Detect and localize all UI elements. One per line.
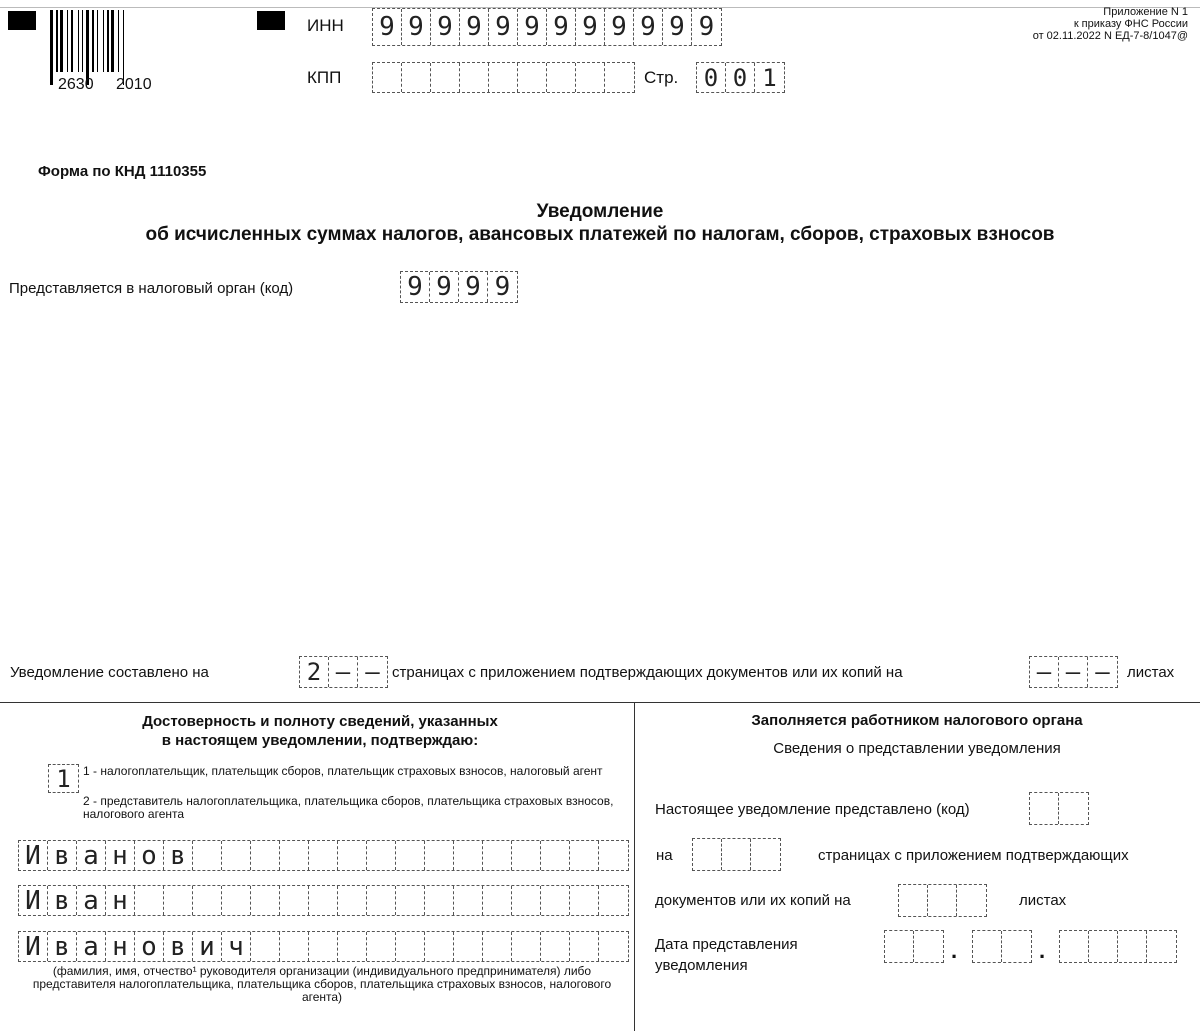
comb-cell xyxy=(599,841,628,870)
office-sheets-label: листах xyxy=(1019,892,1067,909)
appendix-line-2: к приказу ФНС России xyxy=(1073,18,1188,30)
comb-cell xyxy=(454,886,483,915)
comb-cell xyxy=(309,841,338,870)
appendix-note xyxy=(1033,6,1188,42)
comb-cell: – xyxy=(329,657,358,687)
comb-cell xyxy=(751,839,780,870)
comb-cell xyxy=(489,63,518,92)
comb-cell: – xyxy=(1030,657,1059,687)
submitted-code-label: Настоящее уведомление представлено (код) xyxy=(655,801,970,818)
comb-cell xyxy=(222,841,251,870)
barcode-bar xyxy=(60,10,63,72)
comb-cell: И xyxy=(19,841,48,870)
inn-label: ИНН xyxy=(307,16,344,35)
appendix-line-1: Приложение N 1 xyxy=(1103,6,1188,18)
office-subheading: Сведения о представлении уведомления xyxy=(773,740,1061,757)
comb-cell: в xyxy=(48,841,77,870)
barcode-bar xyxy=(111,10,114,72)
comb-cell xyxy=(483,886,512,915)
sheets-label: листах xyxy=(1127,664,1175,681)
submitted-code-field[interactable] xyxy=(1029,792,1089,825)
comb-cell xyxy=(973,931,1002,962)
confirm-heading xyxy=(0,712,640,750)
comb-cell xyxy=(541,886,570,915)
surname-field[interactable] xyxy=(18,840,629,871)
barcode-bar xyxy=(82,10,83,72)
comb-cell xyxy=(193,886,222,915)
page-number-field[interactable] xyxy=(696,62,785,93)
comb-cell xyxy=(251,886,280,915)
comb-cell: 2 xyxy=(300,657,329,687)
comb-cell: 9 xyxy=(634,9,663,45)
comb-cell: 9 xyxy=(605,9,634,45)
comb-cell: – xyxy=(1095,658,1110,686)
comb-cell: 9 xyxy=(459,272,488,302)
comb-cell xyxy=(957,885,986,916)
date-day-field[interactable] xyxy=(884,930,944,963)
comb-cell xyxy=(1059,793,1088,824)
comb-cell xyxy=(928,885,957,916)
comb-cell xyxy=(454,841,483,870)
date-label-line-1: Дата представления xyxy=(655,936,798,953)
comb-cell: 9 xyxy=(494,272,511,302)
tax-office-code-field[interactable] xyxy=(400,271,518,303)
barcode-number-left: 2630 xyxy=(58,76,94,93)
comb-cell: в xyxy=(48,886,77,915)
comb-cell xyxy=(512,841,541,870)
comb-cell xyxy=(251,841,280,870)
comb-cell: 9 xyxy=(460,9,489,45)
date-year-field[interactable] xyxy=(1059,930,1177,963)
comb-cell xyxy=(483,932,512,961)
confirm-heading-line-2: в настоящем уведомлении, подтверждаю: xyxy=(161,732,479,749)
comb-cell xyxy=(483,841,512,870)
comb-cell: 9 xyxy=(518,9,547,45)
comb-cell xyxy=(460,63,489,92)
comb-cell: н xyxy=(106,932,135,961)
comb-cell xyxy=(367,932,396,961)
barcode-bar xyxy=(56,10,58,72)
date-dot-2: . xyxy=(1039,938,1046,963)
comb-cell xyxy=(396,886,425,915)
comb-cell xyxy=(570,841,599,870)
comb-cell xyxy=(367,886,396,915)
barcode-bars xyxy=(50,10,162,72)
corner-mark-left xyxy=(8,11,36,30)
kpp-label: КПП xyxy=(307,68,342,87)
comb-cell: 9 xyxy=(430,272,459,302)
comb-cell: 1 xyxy=(56,764,71,793)
barcode-bar xyxy=(118,10,119,72)
comb-cell xyxy=(899,885,928,916)
comb-cell xyxy=(193,841,222,870)
comb-cell: н xyxy=(106,886,135,915)
comb-cell: о xyxy=(135,841,164,870)
comb-cell: – xyxy=(1059,657,1088,687)
comb-cell: 9 xyxy=(431,9,460,45)
comb-cell xyxy=(425,932,454,961)
office-sheets-field[interactable] xyxy=(898,884,987,917)
comb-cell xyxy=(280,841,309,870)
comb-cell: 9 xyxy=(576,9,605,45)
comb-cell: 1 xyxy=(762,63,777,92)
comb-cell: 9 xyxy=(698,12,715,42)
form-knd: Форма по КНД 1110355 xyxy=(38,163,207,180)
comb-cell xyxy=(693,839,722,870)
comb-cell xyxy=(599,886,628,915)
signer-option-2: 2 - представитель налогоплательщика, плательщика сборов, плательщика страховых взносов, налогового агента xyxy=(83,794,614,821)
signer-code-field[interactable] xyxy=(48,764,79,793)
comb-cell xyxy=(541,932,570,961)
comb-cell xyxy=(309,932,338,961)
comb-cell: 0 xyxy=(697,63,726,92)
comb-cell xyxy=(396,932,425,961)
comb-cell xyxy=(396,841,425,870)
comb-cell xyxy=(425,886,454,915)
comb-cell: а xyxy=(77,841,106,870)
comb-cell: 9 xyxy=(663,9,692,45)
comb-cell: и xyxy=(193,932,222,961)
confirm-heading-line-1: Достоверность и полноту сведений, указанных xyxy=(142,713,498,730)
comb-cell xyxy=(512,932,541,961)
comb-cell xyxy=(251,932,280,961)
barcode-bar xyxy=(123,10,124,85)
barcode-number-right: 2010 xyxy=(116,76,152,93)
comb-cell xyxy=(1089,931,1118,962)
office-heading: Заполняется работником налогового органа xyxy=(751,712,1083,729)
section-divider xyxy=(0,702,1200,703)
signer-footnote: (фамилия, имя, отчество¹ руководителя организации (индивидуального предпринимателя) либо представителя налогоплательщика, плательщика сборов, плательщика страховых взносов, налогового агента) xyxy=(32,964,612,1004)
comb-cell: 9 xyxy=(547,9,576,45)
comb-cell xyxy=(280,886,309,915)
barcode-bar xyxy=(86,10,89,85)
date-dot-1: . xyxy=(951,938,958,963)
comb-cell xyxy=(309,886,338,915)
comb-cell xyxy=(599,932,628,961)
comb-cell xyxy=(431,63,460,92)
comb-cell xyxy=(135,886,164,915)
comb-cell xyxy=(425,841,454,870)
barcode-bar xyxy=(67,10,68,72)
comb-cell xyxy=(576,63,605,92)
comb-cell xyxy=(1030,793,1059,824)
composed-on-label: Уведомление составлено на xyxy=(10,664,209,681)
office-docs-label: документов или их копий на xyxy=(655,892,851,909)
comb-cell: – xyxy=(365,658,380,686)
comb-cell: в xyxy=(164,841,193,870)
name-field[interactable] xyxy=(18,885,629,916)
comb-cell: в xyxy=(48,932,77,961)
pages-count-field[interactable] xyxy=(299,656,388,688)
comb-cell xyxy=(222,886,251,915)
barcode-bar xyxy=(92,10,94,72)
comb-cell: н xyxy=(106,841,135,870)
comb-cell: 9 xyxy=(402,9,431,45)
attachments-label: страницах с приложением подтверждающих документов или их копий на xyxy=(392,664,903,681)
comb-cell xyxy=(402,63,431,92)
sheets-count-field[interactable] xyxy=(1029,656,1118,688)
form-subtitle: об исчисленных суммах налогов, авансовых платежей по налогам, сборов, страховых взносов xyxy=(145,224,1055,245)
comb-cell xyxy=(367,841,396,870)
comb-cell xyxy=(1147,931,1176,962)
comb-cell xyxy=(338,932,367,961)
comb-cell: 0 xyxy=(726,63,755,92)
on-label: на xyxy=(656,847,673,864)
kpp-field[interactable] xyxy=(372,62,635,93)
comb-cell xyxy=(605,63,634,92)
date-label-line-2: уведомления xyxy=(655,957,748,974)
comb-cell: И xyxy=(19,886,48,915)
office-pages-attach-label: страницах с приложением подтверждающих xyxy=(818,847,1129,864)
date-month-field[interactable] xyxy=(972,930,1032,963)
comb-cell xyxy=(885,931,914,962)
comb-cell xyxy=(512,886,541,915)
comb-cell xyxy=(914,931,943,962)
barcode-bar xyxy=(103,10,104,72)
inn-field[interactable] xyxy=(372,8,722,46)
office-pages-field[interactable] xyxy=(692,838,781,871)
form-title: Уведомление xyxy=(536,201,664,222)
comb-cell xyxy=(541,841,570,870)
comb-cell: 9 xyxy=(401,272,430,302)
comb-cell xyxy=(1060,931,1089,962)
barcode-bar xyxy=(50,10,53,85)
comb-cell: 9 xyxy=(489,9,518,45)
comb-cell: ч xyxy=(222,932,251,961)
barcode xyxy=(50,10,162,93)
comb-cell: о xyxy=(135,932,164,961)
date-label xyxy=(655,934,798,976)
comb-cell xyxy=(1002,931,1031,962)
comb-cell xyxy=(518,63,547,92)
comb-cell xyxy=(338,886,367,915)
comb-cell xyxy=(338,841,367,870)
comb-cell: а xyxy=(77,932,106,961)
barcode-bar xyxy=(78,10,79,72)
comb-cell xyxy=(373,63,402,92)
page-label: Стр. xyxy=(644,68,679,87)
patronymic-field[interactable] xyxy=(18,931,629,962)
comb-cell: 9 xyxy=(373,9,402,45)
barcode-bar xyxy=(107,10,109,72)
comb-cell xyxy=(570,886,599,915)
signer-option-1: 1 - налогоплательщик, плательщик сборов, плательщик страховых взносов, налоговый агент xyxy=(83,764,603,778)
comb-cell: а xyxy=(77,886,106,915)
comb-cell xyxy=(722,839,751,870)
comb-cell: И xyxy=(19,932,48,961)
comb-cell xyxy=(454,932,483,961)
comb-cell xyxy=(164,886,193,915)
comb-cell xyxy=(280,932,309,961)
comb-cell: в xyxy=(164,932,193,961)
barcode-bar xyxy=(71,10,73,72)
comb-cell xyxy=(1118,931,1147,962)
comb-cell xyxy=(547,63,576,92)
comb-cell xyxy=(570,932,599,961)
appendix-line-3: от 02.11.2022 N ЕД-7-8/1047@ xyxy=(1032,30,1188,42)
corner-mark-right xyxy=(257,11,285,30)
barcode-bar xyxy=(97,10,98,72)
tax-office-label: Представляется в налоговый орган (код) xyxy=(9,280,294,297)
